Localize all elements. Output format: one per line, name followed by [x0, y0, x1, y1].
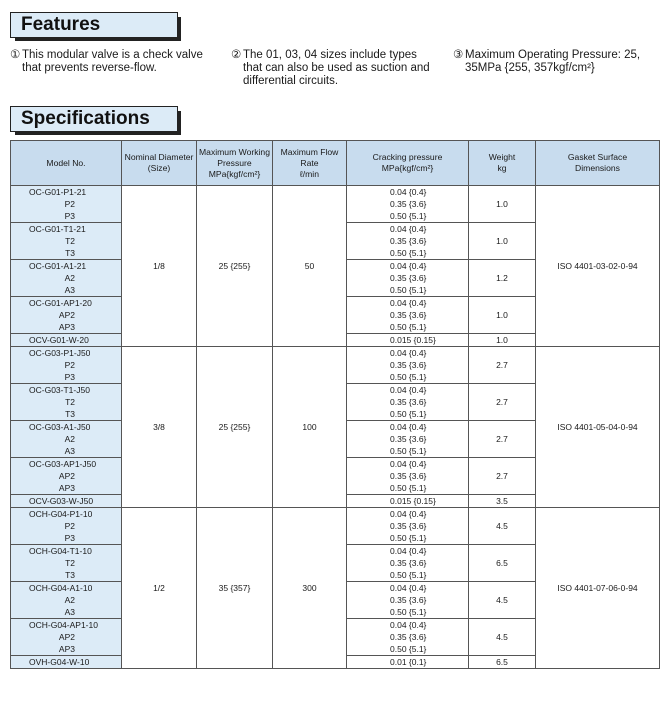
cracking-pressure-value: 0.04 {0.4} [390, 298, 427, 308]
features-title: Features [21, 14, 101, 35]
model-cell [11, 508, 122, 545]
feature-number: ③ [453, 49, 464, 61]
model-number: AP2 [58, 471, 75, 481]
feature-text-cont: that prevents reverse-flow. [22, 62, 157, 74]
cracking-pressure-cell [347, 421, 469, 458]
weight-cell: 4.5 [469, 619, 536, 656]
cracking-pressure-value: 0.015 {0.15} [390, 335, 436, 345]
cracking-pressure-value: 0.04 {0.4} [390, 509, 427, 519]
model-number: A3 [64, 607, 75, 617]
cracking-pressure-value: 0.35 {3.6} [390, 632, 427, 642]
feature-text: Maximum Operating Pressure: 25, [465, 49, 641, 61]
model-number: P2 [64, 360, 75, 370]
nominal-diameter-cell: 1/2 [122, 508, 197, 669]
cracking-pressure-value: 0.04 {0.4} [390, 348, 427, 358]
feature-text: The 01, 03, 04 sizes include types [243, 49, 417, 61]
model-number: P3 [64, 533, 75, 543]
specifications-table [10, 140, 660, 669]
table-row [11, 508, 660, 545]
model-cell [11, 334, 122, 347]
cracking-pressure-value: 0.04 {0.4} [390, 422, 427, 432]
model-number: OCH-G04-AP1-10 [29, 620, 98, 630]
cracking-pressure-value: 0.50 {5.1} [390, 372, 427, 382]
cracking-pressure-value: 0.50 {5.1} [390, 409, 427, 419]
cracking-pressure-value: 0.50 {5.1} [390, 570, 427, 580]
model-number: OC-G03-A1-J50 [29, 422, 91, 432]
cracking-pressure-value: 0.35 {3.6} [390, 360, 427, 370]
model-number: OC-G01-AP1-20 [29, 298, 92, 308]
features-heading [10, 12, 178, 38]
feature-text-cont: 35MPa {255, 357kgf/cm²} [465, 62, 595, 74]
cracking-pressure-value: 0.04 {0.4} [390, 385, 427, 395]
cracking-pressure-value: 0.35 {3.6} [390, 595, 427, 605]
model-number: OCH-G04-A1-10 [29, 583, 93, 593]
model-cell [11, 582, 122, 619]
model-cell [11, 384, 122, 421]
model-number: OCH-G04-T1-10 [29, 546, 92, 556]
feature-item-3 [453, 49, 658, 75]
weight-cell: 1.0 [469, 223, 536, 260]
model-cell [11, 223, 122, 260]
max-pressure-cell: 25 {255} [197, 186, 273, 347]
cracking-pressure-cell [347, 458, 469, 495]
cracking-pressure-cell [347, 297, 469, 334]
model-number: OCH-G04-P1-10 [29, 509, 93, 519]
max-pressure-cell: 35 {357} [197, 508, 273, 669]
cracking-pressure-value: 0.35 {3.6} [390, 236, 427, 246]
cracking-pressure-value: 0.50 {5.1} [390, 644, 427, 654]
model-cell [11, 260, 122, 297]
cracking-pressure-cell [347, 495, 469, 508]
specifications-heading [10, 106, 178, 132]
max-flow-cell: 50 [273, 186, 347, 347]
cracking-pressure-value: 0.50 {5.1} [390, 607, 427, 617]
model-number: T2 [65, 558, 75, 568]
cracking-pressure-value: 0.35 {3.6} [390, 471, 427, 481]
cracking-pressure-value: 0.04 {0.4} [390, 187, 427, 197]
model-number: OC-G01-P1-21 [29, 187, 87, 197]
weight-cell: 2.7 [469, 384, 536, 421]
model-number: OC-G03-T1-J50 [29, 385, 90, 395]
header-nominal-diameter: Nominal Diameter (Size) [122, 141, 197, 186]
cracking-pressure-cell [347, 656, 469, 669]
model-cell [11, 421, 122, 458]
cracking-pressure-cell [347, 508, 469, 545]
feature-item-2 [231, 49, 436, 88]
header-max-flow-rate: Maximum Flow Rate ℓ/min [273, 141, 347, 186]
cracking-pressure-value: 0.04 {0.4} [390, 583, 427, 593]
model-number: OC-G01-A1-21 [29, 261, 87, 271]
cracking-pressure-cell [347, 260, 469, 297]
model-number: A2 [64, 273, 75, 283]
weight-cell: 6.5 [469, 656, 536, 669]
model-number: A3 [64, 285, 75, 295]
model-cell [11, 619, 122, 656]
table-header-row [11, 141, 660, 186]
cracking-pressure-value: 0.35 {3.6} [390, 199, 427, 209]
max-flow-cell: 300 [273, 508, 347, 669]
weight-cell: 2.7 [469, 421, 536, 458]
model-number: AP3 [58, 483, 75, 493]
header-max-working-pressure: Maximum Working Pressure MPa{kgf/cm²} [197, 141, 273, 186]
model-number: T2 [65, 236, 75, 246]
weight-cell: 1.0 [469, 297, 536, 334]
model-number: P3 [64, 211, 75, 221]
model-cell [11, 458, 122, 495]
max-flow-cell: 100 [273, 347, 347, 508]
model-cell [11, 656, 122, 669]
model-number: A2 [64, 434, 75, 444]
header-weight: Weight kg [469, 141, 536, 186]
cracking-pressure-value: 0.50 {5.1} [390, 483, 427, 493]
model-number: AP2 [58, 632, 75, 642]
cracking-pressure-value: 0.50 {5.1} [390, 285, 427, 295]
model-number: AP3 [58, 644, 75, 654]
model-number: OVH-G04-W-10 [29, 657, 90, 667]
cracking-pressure-value: 0.35 {3.6} [390, 558, 427, 568]
cracking-pressure-value: 0.50 {5.1} [390, 322, 427, 332]
gasket-surface-cell: ISO 4401-03-02-0-94 [536, 186, 660, 347]
model-number: A2 [64, 595, 75, 605]
header-model: Model No. [11, 141, 122, 186]
model-number: OCV-G03-W-J50 [29, 496, 94, 506]
model-number: T2 [65, 397, 75, 407]
cracking-pressure-value: 0.50 {5.1} [390, 211, 427, 221]
specifications-title: Specifications [21, 108, 150, 129]
model-cell [11, 495, 122, 508]
model-number: P3 [64, 372, 75, 382]
cracking-pressure-value: 0.04 {0.4} [390, 261, 427, 271]
cracking-pressure-value: 0.50 {5.1} [390, 446, 427, 456]
cracking-pressure-value: 0.35 {3.6} [390, 273, 427, 283]
model-number: OC-G03-AP1-J50 [29, 459, 97, 469]
cracking-pressure-value: 0.04 {0.4} [390, 224, 427, 234]
model-number: T3 [65, 248, 75, 258]
gasket-surface-cell: ISO 4401-05-04-0-94 [536, 347, 660, 508]
cracking-pressure-value: 0.04 {0.4} [390, 459, 427, 469]
model-cell [11, 297, 122, 334]
table-row [11, 347, 660, 384]
weight-cell: 1.2 [469, 260, 536, 297]
cracking-pressure-value: 0.04 {0.4} [390, 620, 427, 630]
cracking-pressure-value: 0.50 {5.1} [390, 248, 427, 258]
cracking-pressure-value: 0.01 {0.1} [390, 657, 427, 667]
model-number: OC-G03-P1-J50 [29, 348, 91, 358]
cracking-pressure-cell [347, 186, 469, 223]
feature-item-1 [10, 49, 215, 75]
model-number: AP3 [58, 322, 75, 332]
model-number: P2 [64, 521, 75, 531]
model-number: P2 [64, 199, 75, 209]
model-number: OC-G01-T1-21 [29, 224, 86, 234]
cracking-pressure-cell [347, 582, 469, 619]
header-cracking-pressure: Cracking pressure MPa{kgf/cm²} [347, 141, 469, 186]
cracking-pressure-value: 0.04 {0.4} [390, 546, 427, 556]
weight-cell: 4.5 [469, 508, 536, 545]
cracking-pressure-cell [347, 334, 469, 347]
model-cell [11, 186, 122, 223]
cracking-pressure-value: 0.35 {3.6} [390, 310, 427, 320]
gasket-surface-cell: ISO 4401-07-06-0-94 [536, 508, 660, 669]
model-cell [11, 545, 122, 582]
cracking-pressure-cell [347, 384, 469, 421]
weight-cell: 3.5 [469, 495, 536, 508]
cracking-pressure-cell [347, 619, 469, 656]
cracking-pressure-value: 0.35 {3.6} [390, 434, 427, 444]
cracking-pressure-value: 0.35 {3.6} [390, 521, 427, 531]
weight-cell: 2.7 [469, 347, 536, 384]
model-number: AP2 [58, 310, 75, 320]
cracking-pressure-value: 0.50 {5.1} [390, 533, 427, 543]
model-number: T3 [65, 409, 75, 419]
weight-cell: 1.0 [469, 186, 536, 223]
nominal-diameter-cell: 3/8 [122, 347, 197, 508]
weight-cell: 4.5 [469, 582, 536, 619]
model-cell [11, 347, 122, 384]
weight-cell: 1.0 [469, 334, 536, 347]
weight-cell: 6.5 [469, 545, 536, 582]
weight-cell: 2.7 [469, 458, 536, 495]
cracking-pressure-cell [347, 223, 469, 260]
cracking-pressure-value: 0.015 {0.15} [390, 496, 436, 506]
max-pressure-cell: 25 {255} [197, 347, 273, 508]
feature-number: ① [10, 49, 21, 61]
cracking-pressure-cell [347, 545, 469, 582]
header-gasket-surface: Gasket Surface Dimensions [536, 141, 660, 186]
feature-number: ② [231, 49, 242, 61]
feature-text-cont: that can also be used as suction and differential circuits. [243, 62, 430, 87]
nominal-diameter-cell: 1/8 [122, 186, 197, 347]
cracking-pressure-value: 0.35 {3.6} [390, 397, 427, 407]
table-row [11, 186, 660, 223]
model-number: OCV-G01-W-20 [29, 335, 89, 345]
model-number: T3 [65, 570, 75, 580]
feature-text: This modular valve is a check valve [22, 49, 203, 61]
model-number: A3 [64, 446, 75, 456]
cracking-pressure-cell [347, 347, 469, 384]
